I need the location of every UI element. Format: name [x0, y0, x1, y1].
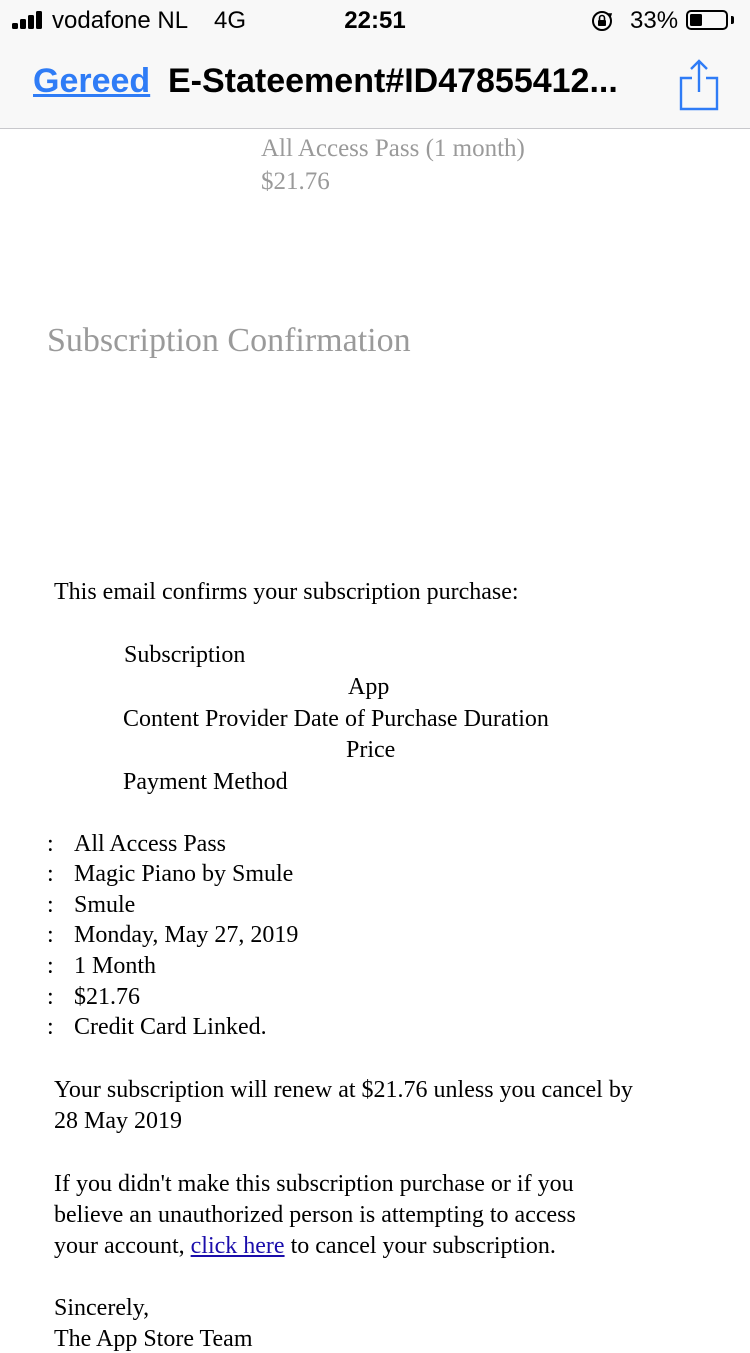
carrier-name: vodafone NL [52, 7, 189, 34]
header-item-price: $21.76 [261, 168, 330, 195]
cancel-subscription-link[interactable]: click here [190, 1233, 285, 1259]
notice-text-line2: believe an unauthorized person is attempting to access [54, 1202, 576, 1228]
done-button[interactable]: Gereed [33, 62, 151, 100]
email-heading: Subscription Confirmation [47, 322, 411, 359]
battery-tip [731, 16, 734, 24]
share-icon[interactable] [678, 58, 720, 112]
intro-text: This email confirms your subscription purchase: [54, 579, 519, 605]
notice-text-before-link: your account, [54, 1233, 191, 1259]
email-body [0, 129, 750, 1352]
status-time: 22:51 [344, 7, 406, 34]
value-separator: : [47, 1014, 54, 1040]
document-title: E-Stateement#ID47855412... [168, 62, 618, 100]
value-date-of-purchase: Monday, May 27, 2019 [74, 922, 299, 948]
renewal-text-line2: 28 May 2019 [54, 1108, 182, 1134]
table-header-subscription: Subscription [124, 642, 246, 668]
value-separator: : [47, 984, 54, 1010]
value-app: Magic Piano by Smule [74, 861, 294, 887]
value-duration: 1 Month [74, 953, 157, 979]
notice-text-after-link: to cancel your subscription. [284, 1233, 556, 1259]
status-bar [0, 0, 750, 40]
value-price: $21.76 [74, 984, 140, 1010]
value-payment-method: Credit Card Linked. [74, 1014, 267, 1040]
network-type: 4G [214, 7, 247, 34]
value-separator: : [47, 922, 54, 948]
value-separator: : [47, 861, 54, 887]
nav-bar [0, 40, 750, 129]
notice-text-line1: If you didn't make this subscription purchase or if you [54, 1171, 574, 1197]
value-separator: : [47, 831, 54, 857]
renewal-text-line1: Your subscription will renew at $21.76 unless you cancel by [54, 1077, 633, 1103]
battery-icon [686, 10, 728, 30]
table-header-price: Price [346, 737, 396, 763]
signature-text: The App Store Team [54, 1326, 253, 1352]
closing-text: Sincerely, [54, 1295, 150, 1321]
table-header-payment: Payment Method [123, 769, 288, 795]
notice-text-line3 [54, 1233, 556, 1260]
table-header-row: Content Provider Date of Purchase Duration [123, 706, 549, 732]
table-header-app: App [348, 674, 390, 700]
rotation-lock-icon [591, 10, 613, 32]
value-separator: : [47, 892, 54, 918]
value-content-provider: Smule [74, 892, 136, 918]
value-subscription: All Access Pass [74, 831, 226, 857]
value-separator: : [47, 953, 54, 979]
battery-percent: 33% [630, 7, 679, 34]
header-item-name: All Access Pass (1 month) [261, 135, 525, 162]
